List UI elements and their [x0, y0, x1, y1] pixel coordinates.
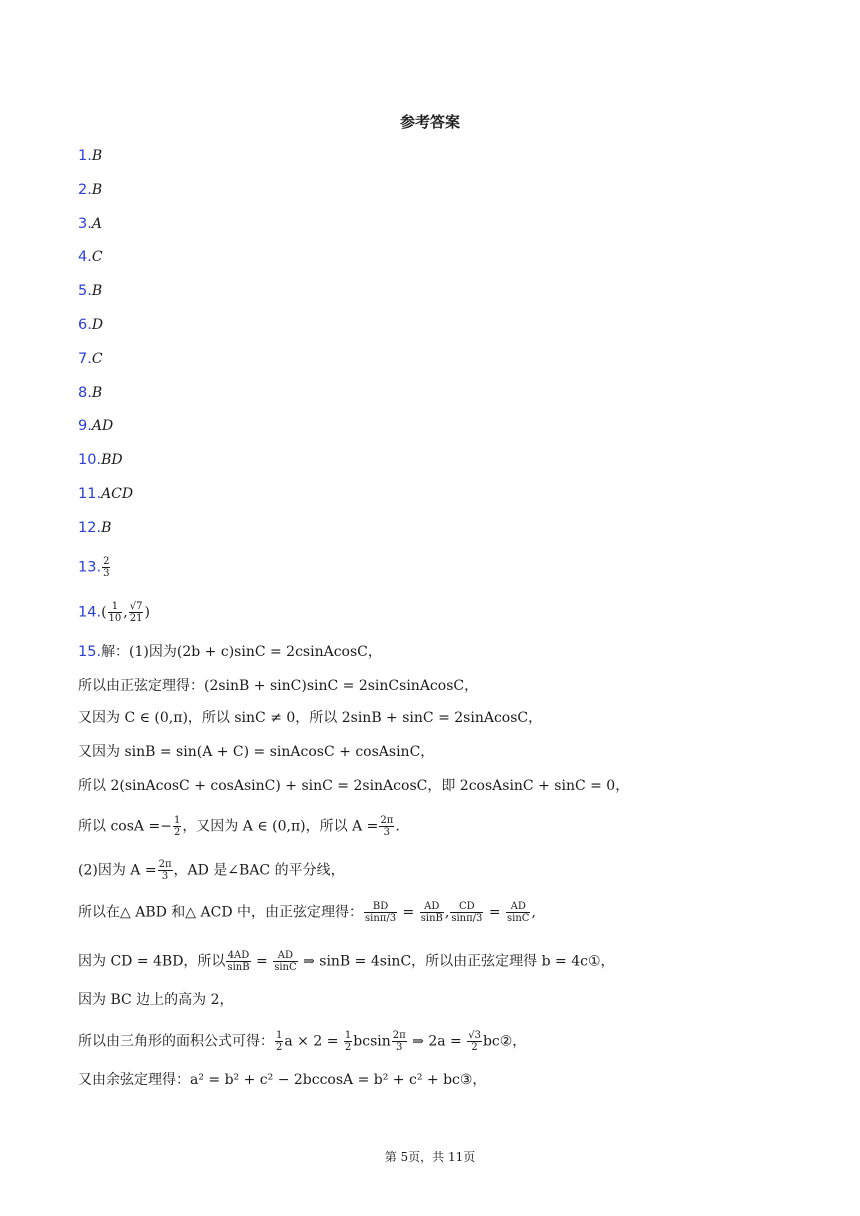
fraction: $\frac{√7}{21}$ — [129, 601, 143, 624]
page-footer: 第 5页，共 11页 — [384, 1150, 476, 1164]
answer-value: B — [91, 385, 103, 401]
answer-number: 4. — [78, 249, 92, 265]
answer-row — [78, 483, 133, 505]
page-title: 参考答案 — [399, 113, 460, 131]
solution-line-1: 15.解：(1)因为(2b + c)sinC = 2csinAcosC， — [78, 644, 382, 660]
answer-row — [78, 517, 111, 539]
fraction: $\frac{2}{3}$ — [103, 556, 110, 579]
answer-value: D — [91, 317, 104, 333]
solution-line-11: 所以由三角形的面积公式可得： $\frac{1}{2}$ a × 2 = $\frac{1}{2}$ bcsin $\frac{2\pi}{3}$ ⇒ 2a = $\frac{√3}{2}$ bc②， — [78, 1030, 527, 1053]
solution-line-5: 所以 2(sinAcosC + cosAsinC) + sinC = 2sinAcosC，即 2cosAsinC + sinC = 0， — [78, 778, 630, 794]
answer-number: 13. — [78, 559, 102, 576]
answer-row — [78, 280, 102, 302]
answer-row — [78, 213, 102, 235]
solution-line-2: 所以由正弦定理得：(2sinB + sinC)sinC = 2sinCsinAcosC， — [78, 678, 479, 694]
answer-value: ACD — [101, 486, 134, 502]
solution-line-4: 又因为 sinB = sin(A + C) = sinAcosC + cosAsinC， — [78, 744, 435, 760]
answer-number: 12. — [78, 520, 102, 536]
solution-line-7: (2)因为 A = $\frac{2\pi}{3}$ ，AD 是∠BAC 的平分线， — [78, 859, 345, 882]
answer-number: 11. — [78, 486, 102, 502]
solution-line-12: 又由余弦定理得：a² = b² + c² − 2bccosA = b² + c² + bc③， — [78, 1072, 487, 1088]
answer-row — [78, 348, 103, 370]
answer-number: 14. — [78, 604, 102, 621]
answer-number: 7. — [78, 351, 92, 367]
solution-line-8: 所以在△ ABD 和△ ACD 中，由正弦定理得： $\frac{BD}{\sin\pi/3}$ = $\frac{AD}{\sin B}$ , $\frac{CD}{\sin\pi/3}$ = $\frac{AD}{\sin C}$ , — [78, 901, 536, 924]
answer-number: 8. — [78, 385, 92, 401]
answer-value: AD — [91, 418, 114, 434]
solution-line-9: 因为 CD = 4BD，所以 $\frac{4AD}{\sin B}$ = $\frac{AD}{\sin C}$ ⇒ sinB = 4sinC，所以由正弦定理得 b = 4c①， — [78, 950, 615, 973]
answer-number: 1. — [78, 148, 92, 164]
answer-row — [78, 145, 102, 167]
solution-line-3: 又因为 C ∈ (0,π)，所以 sinC ≠ 0，所以 2sinB + sinC = 2sinAcosC， — [78, 710, 543, 726]
solution-line-6: 所以 cosA =− $\frac{1}{2}$ ，又因为 A ∈ (0,π)，所以 A = $\frac{2\pi}{3}$ . — [78, 815, 400, 838]
answer-number: 9. — [78, 418, 92, 434]
answer-14: 14.( $\frac{1}{10}$ , $\frac{√7}{21}$ ) — [78, 601, 150, 624]
answer-number: 2. — [78, 182, 92, 198]
answer-value: B — [91, 283, 103, 299]
answer-13 — [78, 556, 111, 578]
answer-value: A — [91, 216, 102, 232]
answer-value: B — [101, 520, 112, 536]
answer-number: 5. — [78, 283, 92, 299]
answer-row — [78, 415, 113, 437]
answer-row — [78, 246, 103, 268]
answer-row — [78, 179, 102, 201]
fraction: $\frac{1}{10}$ — [108, 601, 122, 624]
answer-value: B — [91, 148, 103, 164]
solution-line-10: 因为 BC 边上的高为 2， — [78, 992, 234, 1008]
answer-row — [78, 382, 102, 404]
answer-number: 15. — [78, 644, 102, 660]
answer-value: C — [91, 249, 103, 265]
answer-value: BD — [101, 452, 123, 468]
answer-row — [78, 449, 123, 471]
answer-number: 6. — [78, 317, 92, 333]
answer-number: 10. — [78, 452, 102, 468]
answer-value: C — [91, 351, 103, 367]
answer-row — [78, 314, 103, 336]
answer-number: 3. — [78, 216, 92, 232]
answer-value: B — [91, 182, 103, 198]
